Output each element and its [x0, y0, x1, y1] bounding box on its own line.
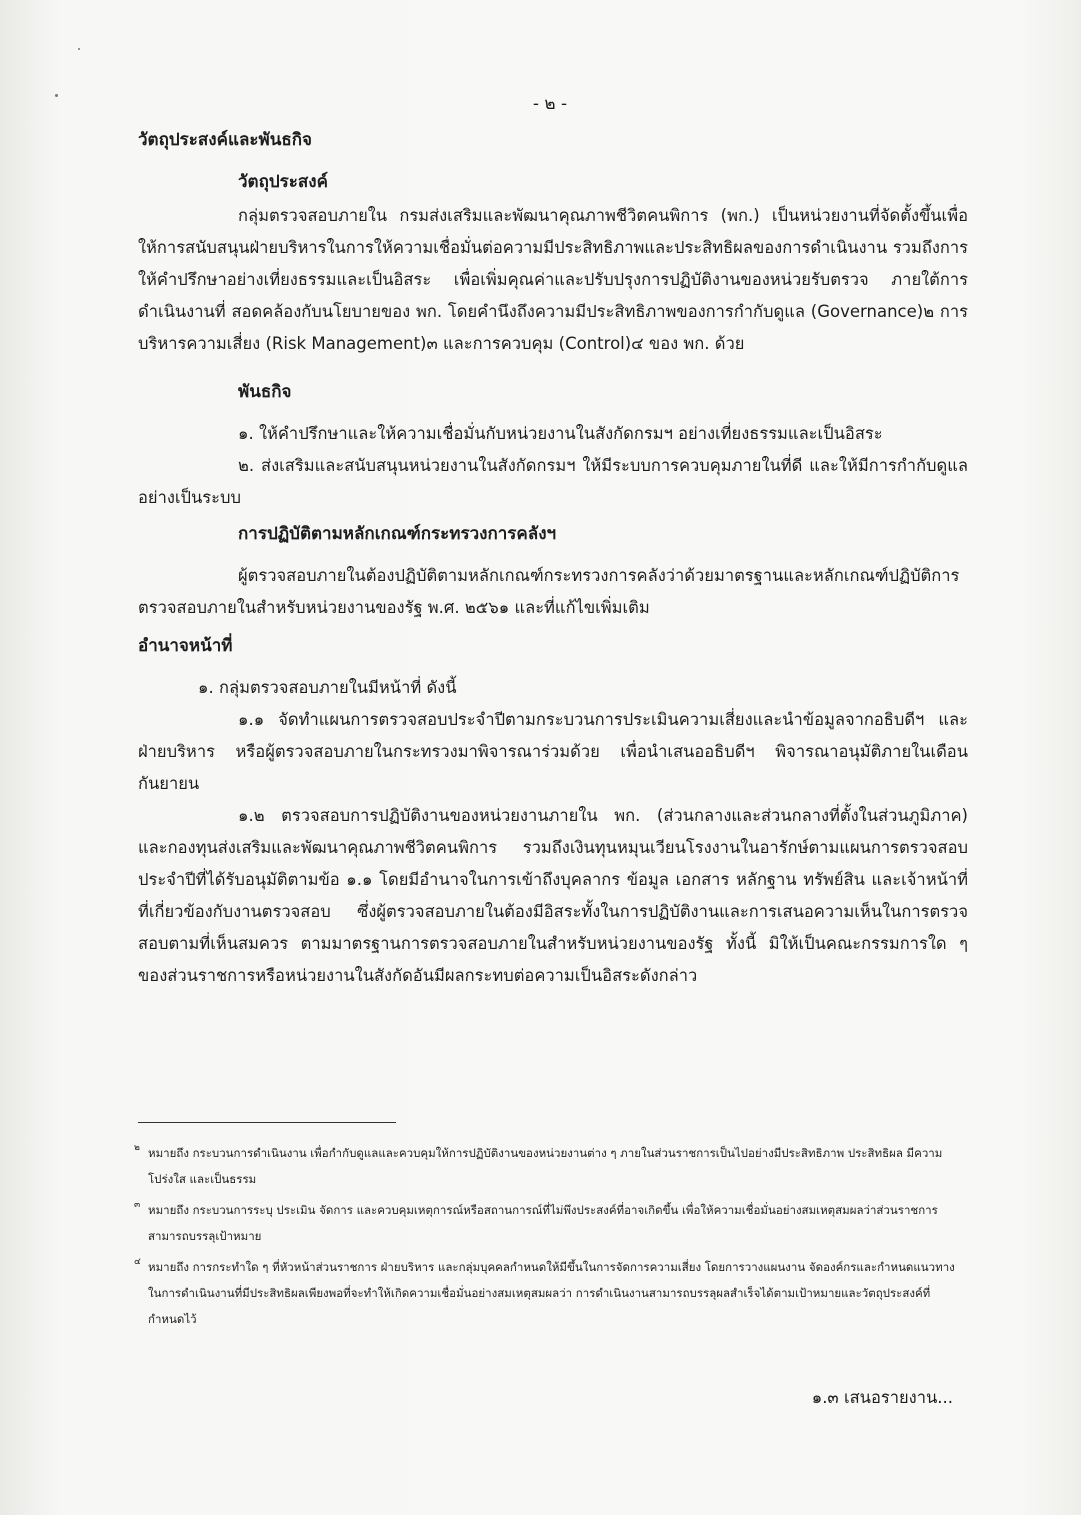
footnote-divider: [138, 1122, 396, 1123]
footnote-item: [134, 1254, 958, 1332]
heading-duties: อำนาจหน้าที่: [138, 636, 233, 656]
footnotes: [134, 1140, 958, 1337]
footnote-text: หมายถึง การกระทำใด ๆ ที่หัวหน้าส่วนราชการ ฝ่ายบริหาร และกลุ่มบุคคลกำหนดให้มีขึ้นในการจัดการความเสี่ยง โดยการวางแผนงาน จัดองค์กรและกำหนดแนวทางในการดำเนินงานที่มีประสิทธิผลเพียงพอที่จะทำให้เกิดความเชื่อมั่นอย่างสมเหตุสมผลว่า การดำเนินงานสามารถบรรลุผลสำเร็จได้ตามเป้าหมายและวัตถุประสงค์ที่กำหนดไว้: [148, 1260, 955, 1326]
footnote-mark: ๒: [134, 1143, 140, 1153]
footnote-mark: ๓: [134, 1200, 141, 1210]
page-number: - ๒ -: [532, 94, 568, 114]
mission-item-2: ๒. ส่งเสริมและสนับสนุนหน่วยงานในสังกัดกรมฯ ให้มีระบบการควบคุมภายในที่ดี และให้มีการกำกับดูแลอย่างเป็นระบบ: [138, 456, 968, 507]
objectives-paragraph: กลุ่มตรวจสอบภายใน กรมส่งเสริมและพัฒนาคุณภาพชีวิตคนพิการ (พก.) เป็นหน่วยงานที่จัดตั้งขึ้นเพื่อให้การสนับสนุนฝ่ายบริหารในการให้ความเชื่อมั่นต่อความมีประสิทธิภาพและประสิทธิผลของการดำเนินงาน รวมถึงการให้คำปรึกษาอย่างเที่ยงธรรมและเป็นอิสระ เพื่อเพิ่มคุณค่าและปรับปรุงการปฏิบัติงานของหน่วยรับตรวจ ภายใต้การดำเนินงานที่ สอดคล้องกับนโยบายของ พก. โดยคำนึงถึงความมีประสิทธิภาพของการกำกับดูแล (Governance)๒ การบริหารความเสี่ยง (Risk Management)๓ และการควบคุม (Control)๔ ของ พก. ด้วย: [138, 206, 968, 353]
footnote-mark: ๔: [134, 1257, 141, 1267]
mission-item-1: ๑. ให้คำปรึกษาและให้ความเชื่อมั่นกับหน่วยงานในสังกัดกรมฯ อย่างเที่ยงธรรมและเป็นอิสระ: [238, 424, 883, 443]
heading-mission: พันธกิจ: [238, 382, 292, 402]
heading-objectives: วัตถุประสงค์: [238, 172, 328, 192]
heading-compliance: การปฏิบัติตามหลักเกณฑ์กระทรวงการคลังฯ: [238, 524, 557, 544]
footnote-text: หมายถึง กระบวนการระบุ ประเมิน จัดการ และควบคุมเหตุการณ์หรือสถานการณ์ที่ไม่พึงประสงค์ที่อาจเกิดขึ้น เพื่อให้ความเชื่อมั่นอย่างสมเหตุสมผลว่าส่วนราชการสามารถบรรลุเป้าหมาย: [148, 1203, 938, 1243]
document-body: [138, 124, 968, 992]
duties-item-1: ๑. กลุ่มตรวจสอบภายในมีหน้าที่ ดังนี้: [198, 678, 457, 697]
heading-objectives-mission: วัตถุประสงค์และพันธกิจ: [138, 130, 312, 150]
continuation-text: ๑.๓ เสนอรายงาน...: [811, 1388, 953, 1407]
footnote-text: หมายถึง กระบวนการดำเนินงาน เพื่อกำกับดูแลและควบคุมให้การปฏิบัติงานของหน่วยงานต่าง ๆ ภายในส่วนราชการเป็นไปอย่างมีประสิทธิภาพ ประสิทธิผล มีความโปร่งใส และเป็นธรรม: [148, 1146, 943, 1186]
scan-speck: [78, 48, 80, 50]
footnote-item: [134, 1140, 958, 1192]
duties-item-1-1: ๑.๑ จัดทำแผนการตรวจสอบประจำปีตามกระบวนการประเมินความเสี่ยงและนำข้อมูลจากอธิบดีฯ และฝ่ายบริหาร หรือผู้ตรวจสอบภายในกระทรวงมาพิจารณาร่วมด้วย เพื่อนำเสนออธิบดีฯ พิจารณาอนุมัติภายในเดือนกันยายน: [138, 710, 968, 793]
duties-item-1-2: ๑.๒ ตรวจสอบการปฏิบัติงานของหน่วยงานภายใน พก. (ส่วนกลางและส่วนกลางที่ตั้งในส่วนภูมิภาค) และกองทุนส่งเสริมและพัฒนาคุณภาพชีวิตคนพิการ รวมถึงเงินทุนหมุนเวียนโรงงานในอารักษ์ตามแผนการตรวจสอบประจำปีที่ได้รับอนุมัติตามข้อ ๑.๑ โดยมีอำนาจในการเข้าถึงบุคลากร ข้อมูล เอกสาร หลักฐาน ทรัพย์สิน และเจ้าหน้าที่ที่เกี่ยวข้องกับงานตรวจสอบ ซึ่งผู้ตรวจสอบภายในต้องมีอิสระทั้งในการปฏิบัติงานและการเสนอความเห็นในการตรวจสอบตามที่เห็นสมควร ตามมาตรฐานการตรวจสอบภายในสำหรับหน่วยงานของรัฐ ทั้งนี้ มิให้เป็นคณะกรรมการใด ๆ ของส่วนราชการหรือหน่วยงานในสังกัดอันมีผลกระทบต่อความเป็นอิสระดังกล่าว: [138, 806, 968, 985]
compliance-paragraph: ผู้ตรวจสอบภายในต้องปฏิบัติตามหลักเกณฑ์กระทรวงการคลังว่าด้วยมาตรฐานและหลักเกณฑ์ปฏิบัติการตรวจสอบภายในสำหรับหน่วยงานของรัฐ พ.ศ. ๒๕๖๑ และที่แก้ไขเพิ่มเติม: [138, 566, 960, 617]
footnote-item: [134, 1197, 958, 1249]
